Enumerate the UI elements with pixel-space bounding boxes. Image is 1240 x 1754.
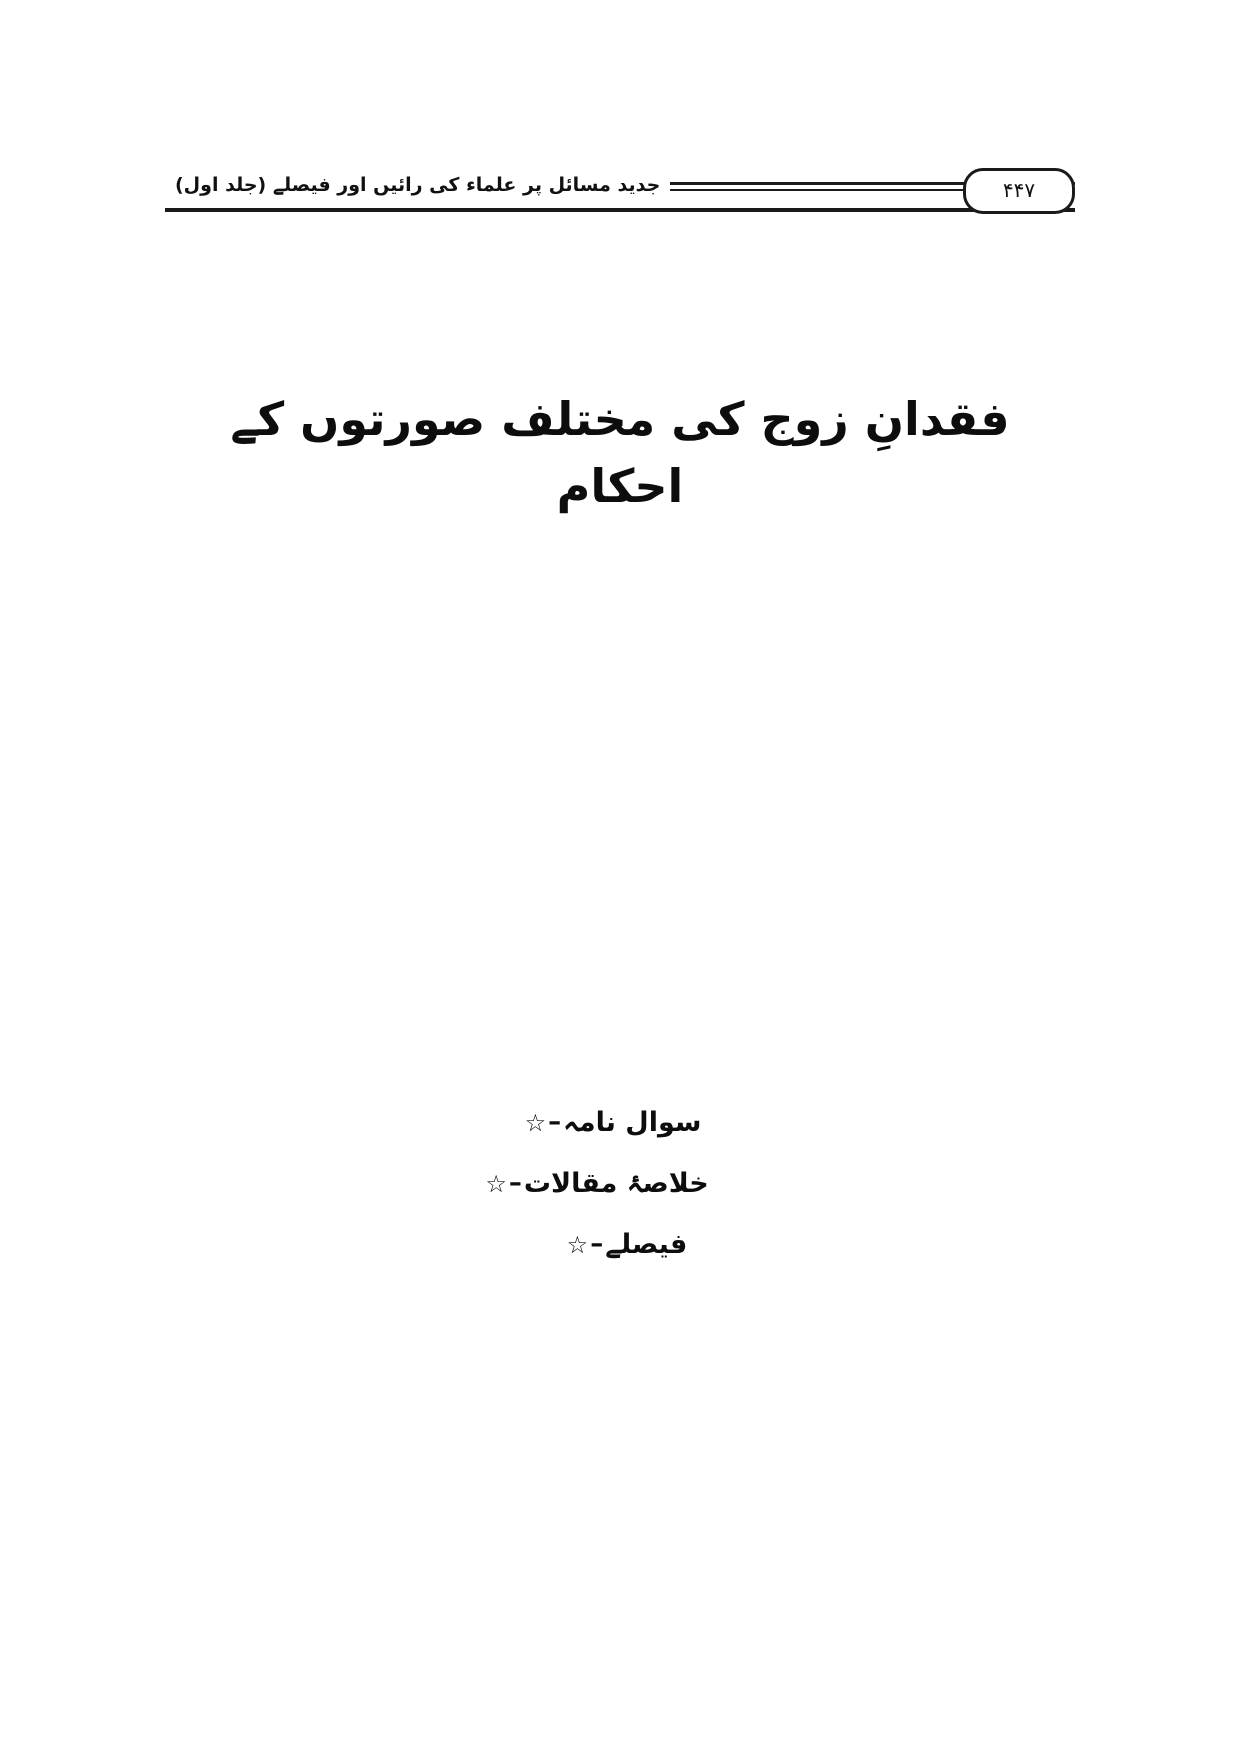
contents-separator: – bbox=[548, 1106, 562, 1137]
chapter-contents-list bbox=[0, 1105, 1240, 1262]
list-item bbox=[336, 1166, 856, 1201]
contents-separator: – bbox=[508, 1167, 522, 1198]
running-header-text: جدید مسائل پر علماء کی رائیں اور فیصلے (جلد اول) bbox=[175, 173, 661, 196]
list-item bbox=[366, 1227, 886, 1262]
page-number-badge bbox=[963, 168, 1075, 214]
star-bullet-icon: ☆ bbox=[524, 1108, 547, 1137]
contents-item-label: خلاصۂ مقالات bbox=[523, 1168, 709, 1200]
star-bullet-icon: ☆ bbox=[485, 1169, 507, 1198]
chapter-title: فقدانِ زوج کی مختلف صورتوں کے احکام bbox=[230, 391, 1010, 513]
list-item bbox=[352, 1105, 872, 1140]
star-bullet-icon: ☆ bbox=[566, 1230, 589, 1259]
header-rule-bottom bbox=[165, 208, 1075, 212]
running-header-container bbox=[165, 162, 670, 208]
contents-item-label: سوال نامہ bbox=[563, 1107, 702, 1138]
page-number-text: ۴۴۷ bbox=[1002, 178, 1036, 202]
contents-separator: – bbox=[590, 1228, 604, 1259]
page-header bbox=[165, 160, 1075, 230]
contents-item-label: فیصلے bbox=[605, 1229, 688, 1261]
